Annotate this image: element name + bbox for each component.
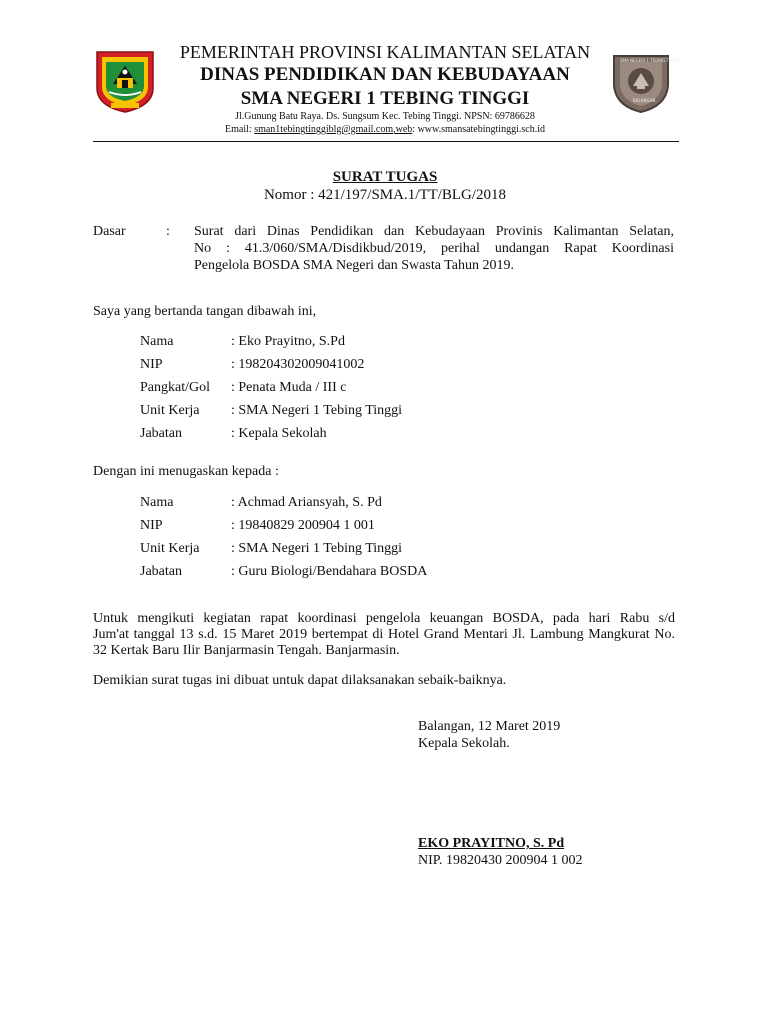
letter-title: SURAT TUGAS [332, 169, 438, 185]
signer-nip-value: : 198204302009041002 [231, 357, 365, 372]
assignee-name-value: : Achmad Ariansyah, S. Pd [231, 495, 382, 510]
assignee-nip-label: NIP [140, 518, 163, 533]
purpose-line-2: Jum'at tanggal 13 s.d. 15 Maret 2019 bertempat di Hotel Grand Mentari Jl. Lambung Mangkurat No. [93, 627, 675, 642]
purpose-line-1: Untuk mengikuti kegiatan rapat koordinasi pengelola keuangan BOSDA, pada hari Rabu s/d [93, 611, 675, 626]
assignee-position-value: : Guru Biologi/Bendahara BOSDA [231, 564, 428, 579]
signer-title: Kepala Sekolah. [418, 736, 510, 751]
assignee-unit-value: : SMA Negeri 1 Tebing Tinggi [231, 541, 403, 556]
signer-rank-value: : Penata Muda / III c [231, 380, 347, 395]
signature-name: EKO PRAYITNO, S. Pd [418, 836, 565, 851]
web-address[interactable]: : www.smansatebingtinggi.sch.id [412, 124, 545, 135]
school-emblem-icon [606, 46, 681, 116]
email-prefix: Email: [225, 124, 255, 135]
header-address: Jl.Gunung Batu Raya. Ds. Sungsum Kec. Tebing Tinggi. NPSN: 69786628 [235, 111, 535, 122]
place-date: Balangan, 12 Maret 2019 [418, 719, 561, 734]
email-link[interactable]: sman1tebingtinggiblg@gmail.com [254, 124, 394, 135]
header-school-name: SMA NEGERI 1 TEBING TINGGI [240, 88, 530, 109]
purpose-line-3: 32 Kertak Baru Ilir Banjarmasin Tengah. Banjarmasin. [93, 643, 400, 658]
header-contact [160, 124, 610, 135]
closing-statement: Demikian surat tugas ini dibuat untuk dapat dilaksanakan sebaik-baiknya. [93, 673, 507, 688]
signer-position-value: : Kepala Sekolah [231, 426, 327, 441]
signer-unit-value: : SMA Negeri 1 Tebing Tinggi [231, 403, 403, 418]
emblem-bottom-text: BALANGAN [633, 98, 656, 103]
signer-rank-label: Pangkat/Gol [140, 380, 210, 395]
web-prefix: ,web [393, 124, 413, 135]
signature-nip: NIP. 19820430 200904 1 002 [418, 853, 583, 868]
signer-nip-label: NIP [140, 357, 163, 372]
header-divider [93, 141, 679, 142]
signer-position-label: Jabatan [140, 426, 182, 441]
signer-intro: Saya yang bertanda tangan dibawah ini, [93, 304, 317, 319]
assignee-position-label: Jabatan [140, 564, 182, 579]
header-government-line: PEMERINTAH PROVINSI KALIMANTAN SELATAN [179, 42, 591, 62]
assign-intro: Dengan ini menugaskan kepada : [93, 464, 279, 479]
signer-name-value: : Eko Prayitno, S.Pd [231, 334, 345, 349]
dasar-line-2: No : 41.3/060/SMA/Disdikbud/2019, perihal undangan Rapat Koordinasi [194, 241, 674, 256]
assignee-name-label: Nama [140, 495, 174, 510]
header-department-line: DINAS PENDIDIKAN DAN KEBUDAYAAN [200, 64, 570, 85]
letter-number: Nomor : 421/197/SMA.1/TT/BLG/2018 [263, 187, 507, 203]
dasar-label: Dasar [93, 224, 126, 239]
dasar-line-1: Surat dari Dinas Pendidikan dan Kebudayaan Provinis Kalimantan Selatan, [194, 224, 674, 239]
dasar-line-3: Pengelola BOSDA SMA Negeri dan Swasta Tahun 2019. [194, 258, 514, 273]
emblem-top-text: SMA NEGERI 1 TEBING TINGGI [620, 58, 681, 63]
signer-unit-label: Unit Kerja [140, 403, 200, 418]
dasar-colon: : [166, 224, 170, 239]
signer-name-label: Nama [140, 334, 174, 349]
assignee-unit-label: Unit Kerja [140, 541, 200, 556]
provincial-crest-icon [93, 48, 157, 114]
assignee-nip-value: : 19840829 200904 1 001 [231, 518, 375, 533]
